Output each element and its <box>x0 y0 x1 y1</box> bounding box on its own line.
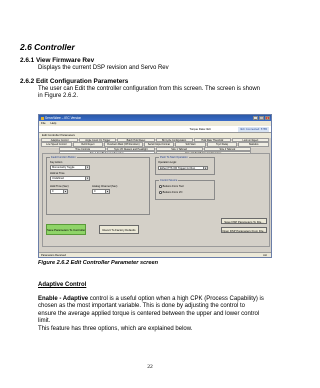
radio-tool-label: Buttons From Tool <box>162 185 184 188</box>
hold-time-stepper[interactable] <box>50 189 68 194</box>
edit-config-description-line1: The user can Edit the controller configuration from this screen. The screen is shown <box>38 86 260 92</box>
stepper-icon: ▴ <box>64 190 67 193</box>
window-titlebar <box>39 115 271 121</box>
radio-buttons-from-tool[interactable] <box>159 185 184 188</box>
minimize-icon[interactable]: _ <box>254 116 257 120</box>
tab-hold-rate[interactable]: Hold Rate Threshold <box>194 138 231 143</box>
radio-selected-icon <box>159 185 162 188</box>
key-action-label: Key Action <box>50 161 63 164</box>
connection-strip <box>39 126 271 133</box>
fault-function-group <box>46 157 150 215</box>
control-source-title: Control Source <box>160 178 178 182</box>
save-to-file-button[interactable]: Save DSP Parameters To File... <box>221 218 267 224</box>
revert-defaults-button[interactable]: Revert To Factory Defaults <box>99 225 139 234</box>
tab-sync-io[interactable]: Sync I/O Reason and Headlight <box>107 147 154 152</box>
chevron-down-icon: ▾ <box>204 166 207 170</box>
maximize-icon[interactable]: □ <box>260 116 263 120</box>
hold-time-label: Hold Time (Sec) <box>50 185 69 188</box>
tab-angle-count[interactable]: Angle Count On Trigger <box>79 138 116 143</box>
connection-status: IEC Connected: 5785 <box>240 127 267 131</box>
menu-help[interactable]: Help <box>50 121 57 125</box>
tab-rehit-reject[interactable]: Rehit Reject <box>73 142 104 147</box>
page-number: 22 <box>147 364 153 370</box>
tab-serial-output[interactable]: Serial Output Format <box>144 142 175 147</box>
chevron-down-icon: ▾ <box>86 177 89 180</box>
analog-channel-value: 0 <box>94 190 96 193</box>
operation-logic-select[interactable] <box>158 166 208 171</box>
tab-tcycl-delay[interactable]: Tcycl Delay <box>207 142 238 147</box>
adaptive-line1 <box>38 296 288 303</box>
fault-function-title: Fault Function Button <box>51 155 76 159</box>
adaptive-heading: Adaptive Control <box>38 282 87 288</box>
section-heading: 2.6 Controller <box>20 42 75 52</box>
save-to-controller-button[interactable]: Save Parameters To Controller <box>46 224 86 235</box>
radio-buttons-from-io[interactable] <box>159 191 182 194</box>
operation-logic-value: Either PTS OR Trigger for Run <box>160 166 196 170</box>
tab-bit-cycle[interactable]: Bit Cycle Configuration <box>156 138 193 143</box>
close-icon[interactable]: × <box>266 116 269 120</box>
analog-channel-stepper[interactable] <box>92 189 110 194</box>
adaptive-line5: This feature has three options, which are explained below. <box>38 325 193 332</box>
radio-io-label: Buttons From I/O <box>162 191 183 194</box>
adaptive-line4: limit. <box>38 318 51 325</box>
window-controls <box>253 116 270 120</box>
tab-size1-tabmod[interactable]: Size 1 Tabmod <box>156 147 203 152</box>
tab-adaptive-control[interactable]: Adaptive Control <box>41 138 78 143</box>
subsection-heading-edit-config: 2.6.2 Edit Configuration Parameters <box>20 78 129 85</box>
tab-low-speed[interactable]: Low Speed Control <box>41 142 72 147</box>
tab-size4-tabmod[interactable]: Size 4 Tabmod <box>204 147 251 152</box>
push-to-start-group <box>155 157 215 175</box>
status-indicator: ALI <box>263 254 267 257</box>
key-action-value: Momentarily Toggle <box>52 166 75 169</box>
hold-at-time-label: Hold at Time <box>50 172 65 175</box>
tab-time-controls[interactable]: Time Controls <box>59 147 106 152</box>
status-bar <box>39 252 271 257</box>
status-message: Parameters Received <box>41 254 66 257</box>
menu-file[interactable]: File <box>41 121 46 125</box>
app-icon <box>41 117 44 120</box>
edit-config-description-line2: in Figure 2.6.2. <box>38 93 79 100</box>
firmware-description: Displays the current DSP revision and Servo Rev <box>38 65 169 71</box>
open-from-file-button[interactable]: Open DSP Parameters From File... <box>222 229 266 233</box>
key-action-select[interactable] <box>50 165 90 170</box>
subsection-heading-firmware: 2.6.1 View Firmware Rev <box>20 57 95 64</box>
hold-at-time-select[interactable] <box>50 176 90 181</box>
push-to-start-title: Push To Start Operation <box>160 155 188 159</box>
panel-title: Edit Controller Parameters <box>39 133 271 138</box>
tab-batch-hold-reset[interactable]: Batch Hold Reset <box>117 138 154 143</box>
tab-soft-start[interactable]: Soft Start <box>175 142 206 147</box>
tab-rundown-mark[interactable]: Rundown Mark (Off Rundown) <box>104 142 142 147</box>
radio-unselected-icon <box>159 191 162 194</box>
adaptive-lead: Enable - Adaptive <box>38 296 89 302</box>
tab-lock-on-reject[interactable]: Lock on Reject <box>232 138 269 143</box>
analog-channel-label: Analog Channel (Sec) <box>92 185 118 188</box>
window-title: ServoWare – IEC Version <box>45 116 82 120</box>
adaptive-line2: chosen as the most important variable. This is done by adjusting the control to <box>38 303 246 310</box>
adaptive-line3: ensure the average applied torque is centered between the upper and lower control <box>38 310 260 317</box>
operation-logic-label: Operation Logic <box>158 161 177 164</box>
torque-data-label: Torque Data: IEC <box>189 127 211 131</box>
stepper-icon: ▴ <box>106 190 109 193</box>
figure-screenshot <box>38 114 272 258</box>
hold-at-time-value: Undefined <box>52 177 64 180</box>
figure-caption: Figure 2.6.2 Edit Controller Parameter screen <box>38 260 158 266</box>
tab-statistics[interactable]: Statistics <box>238 142 269 147</box>
hold-time-value: 0 <box>52 190 54 193</box>
adaptive-line1-text: control is a useful option when a high CPK (Process Capability) is <box>88 296 264 302</box>
control-source-group <box>155 180 215 200</box>
tab-content <box>42 153 270 247</box>
chevron-down-icon: ▾ <box>86 166 89 169</box>
